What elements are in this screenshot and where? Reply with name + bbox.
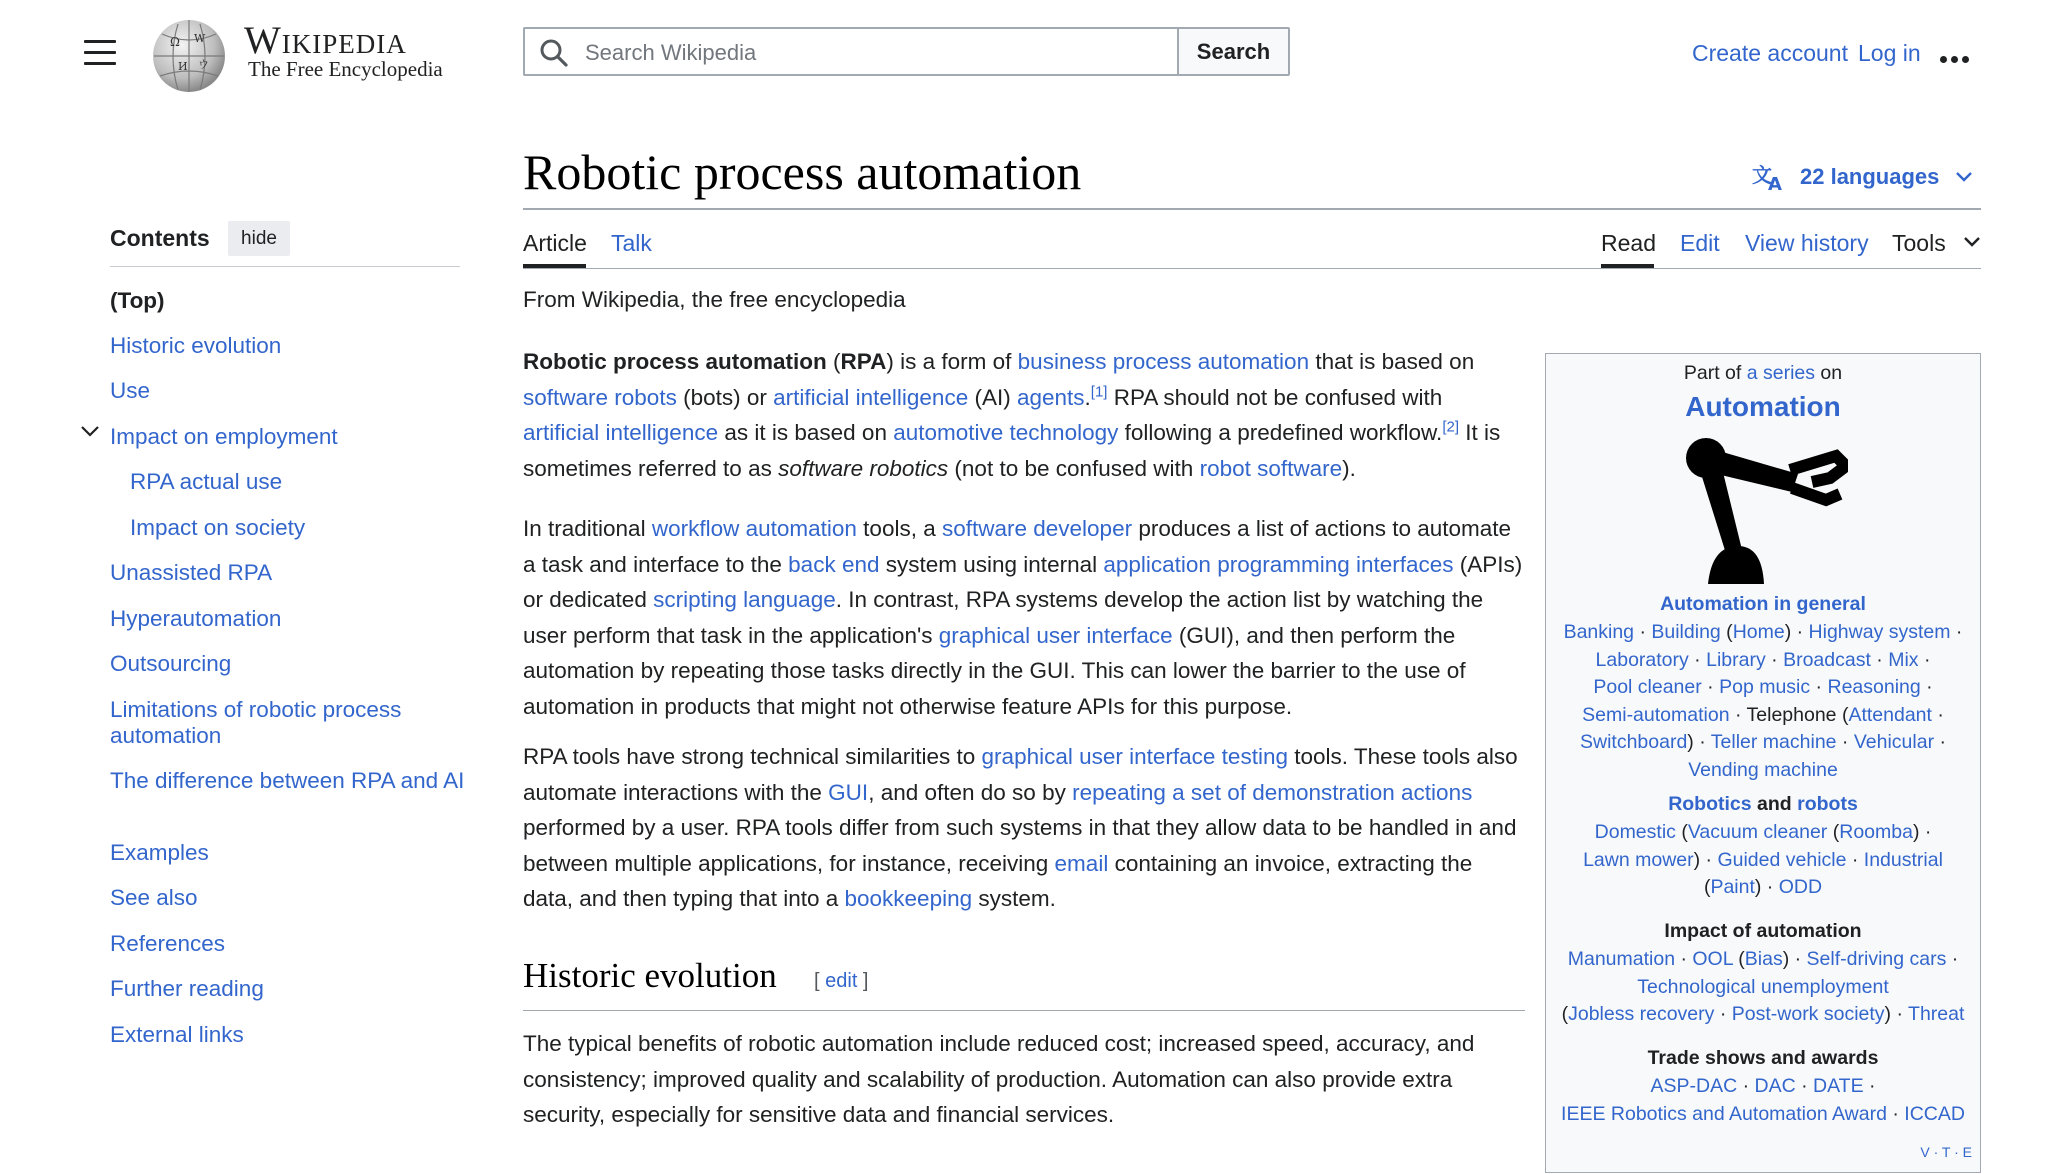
toc-item-use[interactable]: Use [110,378,151,403]
toc-item-outsourcing[interactable]: Outsourcing [110,651,232,676]
toc-item-references[interactable]: References [110,931,226,956]
language-count: 22 languages [1800,164,1940,189]
create-account-link[interactable]: Create account [1692,40,1848,66]
link-broadcast[interactable]: Broadcast [1783,648,1871,671]
infobox-heading-impact: Impact of automation [1664,920,1862,942]
chevron-down-icon[interactable] [1963,236,1981,248]
section-divider [523,1010,1525,1011]
svg-text:W: W [194,32,206,45]
toc-item-examples[interactable]: Examples [110,840,209,865]
link-highway-system[interactable]: Highway system [1808,621,1951,643]
bold-term: Robotic process automation [523,349,827,374]
link-application-programming-interfaces[interactable]: application programming interfaces [1103,551,1454,577]
chevron-down-icon[interactable] [80,424,100,438]
svg-text:A: A [1768,174,1782,192]
link-workflow-automation[interactable]: workflow automation [651,516,857,541]
wikipedia-globe-logo[interactable] [148,16,230,94]
tab-edit[interactable]: Edit [1680,230,1720,256]
link-threat[interactable]: Threat [1908,1003,1965,1025]
translate-icon [1752,162,1786,192]
search-button[interactable]: Search [1177,27,1290,76]
infobox-impact-list: Manumation · OOL (Bias) · Self-driving cars · Technological unemployment (Jobless recovery · Post-work society) · Threat [1561,948,1965,1025]
toc-item-see-also[interactable]: See also [110,885,198,910]
toc-item-further-reading[interactable]: Further reading [110,976,264,1001]
link-post-work-society[interactable]: Post-work society [1731,1003,1885,1025]
wikipedia-wordmark[interactable]: Wikipedia [244,19,407,62]
link-gui-testing[interactable]: graphical user interface testing [981,744,1288,769]
svg-text:Ω: Ω [170,35,180,49]
toc-item-top[interactable]: (Top) [110,288,165,313]
link-teller-machine[interactable]: Teller machine [1710,731,1837,753]
tab-talk[interactable]: Talk [611,230,652,256]
language-selector[interactable] [1752,160,1973,194]
toc-item-external-links[interactable]: External links [110,1022,244,1047]
infobox-heading-robotics: Robotics and robots [1668,793,1858,815]
link-self-driving-cars[interactable]: Self-driving cars [1806,948,1947,970]
link-domestic[interactable]: Domestic [1594,821,1676,843]
link-laboratory[interactable]: Laboratory [1595,648,1689,671]
infobox-part-of: Part of a series on [1683,362,1843,384]
toc-item-impact-on-society[interactable]: Impact on society [130,515,306,540]
link-vending-machine[interactable]: Vending machine [1688,758,1838,781]
infobox-heading-automation-in-general[interactable]: Automation in general [1660,593,1866,615]
svg-text:文: 文 [1752,163,1772,187]
link-ieee-robotics-award[interactable]: IEEE Robotics and Automation Award [1561,1102,1887,1125]
link-manumation[interactable]: Manumation [1567,948,1676,970]
svg-text:ウ: ウ [198,58,209,71]
toc-item-unassisted-rpa[interactable]: Unassisted RPA [110,560,273,585]
link-bookkeeping[interactable]: bookkeeping [844,886,973,912]
italic-term: software robotics [778,455,949,481]
link-dac[interactable]: DAC [1754,1075,1796,1097]
link-robot-software[interactable]: robot software [1199,455,1343,481]
link-lawn-mower[interactable]: Lawn mower [1583,848,1694,871]
automation-series-infobox [1545,353,1981,1173]
more-options-button[interactable] [1940,50,1974,58]
link-automotive-technology[interactable]: automotive technology [893,420,1119,446]
link-guided-vehicle[interactable]: Guided vehicle [1717,848,1847,871]
link-switchboard[interactable]: Switchboard [1579,731,1688,753]
infobox-title-automation[interactable]: Automation [1685,391,1841,422]
link-vacuum-cleaner[interactable]: Vacuum cleaner [1687,821,1828,843]
page-title: Robotic process automation [523,144,1082,200]
tab-read[interactable]: Read [1601,230,1656,256]
link-date[interactable]: DATE [1813,1075,1864,1097]
paragraph-4: The typical benefits of robotic automation include reduced cost; increased speed, accuracy, and consistency; improved quality and scalability of production. Automation can also provide extra security, especially for sensitive data and financial services. [523,1031,1475,1128]
link-banking[interactable]: Banking [1563,621,1635,643]
search-form [523,27,1177,76]
link-robotics[interactable]: Robotics [1668,793,1752,815]
link-mix[interactable]: Mix [1888,648,1919,671]
citation-1[interactable]: [1] [1090,383,1108,401]
toc-item-hyperautomation[interactable]: Hyperautomation [110,606,282,631]
link-gui[interactable]: GUI [828,779,869,805]
link-a-series[interactable]: a series [1746,362,1816,384]
search-icon [539,38,569,68]
link-artificial-intelligence-2[interactable]: artificial intelligence [523,420,719,446]
log-in-link[interactable]: Log in [1858,40,1921,66]
link-pool-cleaner[interactable]: Pool cleaner [1593,676,1702,698]
title-divider [523,208,1981,210]
link-back-end[interactable]: back end [788,551,880,577]
toc-item-historic-evolution[interactable]: Historic evolution [110,333,282,358]
link-artificial-intelligence[interactable]: artificial intelligence [773,384,969,410]
toc-item-rpa-actual-use[interactable]: RPA actual use [130,469,283,494]
link-semi-automation[interactable]: Semi-automation [1582,703,1730,726]
link-software-developer[interactable]: software developer [941,516,1133,541]
link-roomba[interactable]: Roomba [1839,821,1913,843]
citation-2[interactable]: [2] [1442,418,1459,436]
section-heading-historic-evolution: Historic evolution [523,956,777,995]
toc-title: Contents [110,225,210,251]
link-home[interactable]: Home [1732,621,1785,643]
infobox-robotics-list: Domestic (Vacuum cleaner (Roomba) · Lawn mower) · Guided vehicle · Industrial (Paint) · ODD [1583,821,1943,898]
link-asp-dac[interactable]: ASP-DAC [1650,1075,1738,1097]
site-subtitle: From Wikipedia, the free encyclopedia [523,287,906,312]
link-jobless-recovery[interactable]: Jobless recovery [1568,1003,1715,1025]
infobox-general-list: Banking · Building (Home) · Highway system · Laboratory · Library · Broadcast · Mix · Pool cleaner · Pop music · Reasoning · Semi-automation · Telephone (Attendant · Switchboard) · Teller machine · Vehicular · Vending machine [1563,621,1963,781]
link-vehicular[interactable]: Vehicular [1853,731,1935,753]
bold-term: RPA [840,349,887,374]
link-software-robots[interactable]: software robots [523,384,677,410]
section-edit-link: [ edit ] [814,970,869,992]
edit-section-button[interactable]: edit [825,970,858,992]
chevron-down-icon [1955,171,1973,183]
svg-text:И: И [178,60,188,73]
wikipedia-tagline: The Free Encyclopedia [248,57,443,81]
link-demonstration-actions[interactable]: repeating a set of demonstration actions [1072,779,1473,805]
link-attendant[interactable]: Attendant [1848,703,1932,726]
link-bias[interactable]: Bias [1744,948,1783,970]
industrial-robot-icon [1680,434,1848,584]
infobox-heading-trade-shows: Trade shows and awards [1647,1047,1879,1069]
link-paint[interactable]: Paint [1710,876,1755,898]
tab-tools[interactable]: Tools [1892,230,1946,256]
main-menu-button[interactable] [84,40,116,66]
toc-item-limitations[interactable]: Limitations of robotic process automation [110,697,402,748]
tab-article[interactable]: Article [523,230,587,256]
link-agents[interactable]: agents [1016,384,1085,410]
toc-item-rpa-vs-ai[interactable]: The difference between RPA and AI [110,768,465,793]
link-iccad[interactable]: ICCAD [1904,1102,1965,1125]
link-scripting-language[interactable]: scripting language [653,587,836,613]
link-industrial[interactable]: Industrial [1863,848,1943,871]
navbox-vte-links[interactable]: V · T · E [1920,1144,1972,1160]
link-email[interactable]: email [1054,850,1109,876]
link-business-process-automation[interactable]: business process automation [1017,349,1310,374]
tabs-divider [523,268,1981,269]
link-graphical-user-interface[interactable]: graphical user interface [938,622,1173,648]
tab-view-history[interactable]: View history [1745,230,1869,256]
link-robots[interactable]: robots [1797,793,1858,815]
ellipsis-icon [1940,56,1947,63]
toc-divider [110,266,460,267]
paragraph-2: In traditional workflow automation tools, a software developer produces a list of actions to automate a task and interface to the back end system using internal application programming interfaces (APIs) or dedicated scripting language. In contrast, RPA systems develop the action list by watching the user perform that task in the application's graphical user interface (GUI), and then perform the automation by repeating those tasks directly in the GUI. This can lower the barrier to the use of automation in products that might not otherwise feature APIs for this purpose. [523,516,1523,719]
link-library[interactable]: Library [1706,648,1766,671]
infobox-trade-list: ASP-DAC · DAC · DATE · IEEE Robotics and Automation Award · ICCAD [1561,1075,1965,1125]
link-reasoning[interactable]: Reasoning [1827,676,1921,698]
link-technological-unemployment[interactable]: Technological unemployment [1637,975,1889,998]
paragraph-3: RPA tools have strong technical similarities to graphical user interface testing tools. These tools also automate interactions with the GUI, and often do so by repeating a set of demonstration actions performed by a user. RPA tools differ from such systems in that they allow data to be handled in and between multiple applications, for instance, receiving email containing an invoice, extracting the data, and then typing that into a bookkeeping system. [523,744,1518,912]
toc-hide-button[interactable]: hide [228,221,290,256]
toc-item-impact-on-employment[interactable]: Impact on employment [110,424,338,449]
link-pop-music[interactable]: Pop music [1719,676,1811,698]
link-ool[interactable]: OOL [1692,948,1733,970]
paragraph-lead: Robotic process automation (RPA) is a form of business process automation that is based on software robots (bots) or artificial intelligence (AI) agents.[1] RPA should not be confused with artificial intelligence as it is based on automotive technology following a predefined workflow.[2] It is sometimes referred to as software robotics (not to be confused with robot software). [523,349,1501,481]
link-odd[interactable]: ODD [1778,876,1823,898]
hamburger-icon [84,40,116,43]
link-building[interactable]: Building [1651,621,1721,643]
search-input[interactable] [583,29,1167,76]
